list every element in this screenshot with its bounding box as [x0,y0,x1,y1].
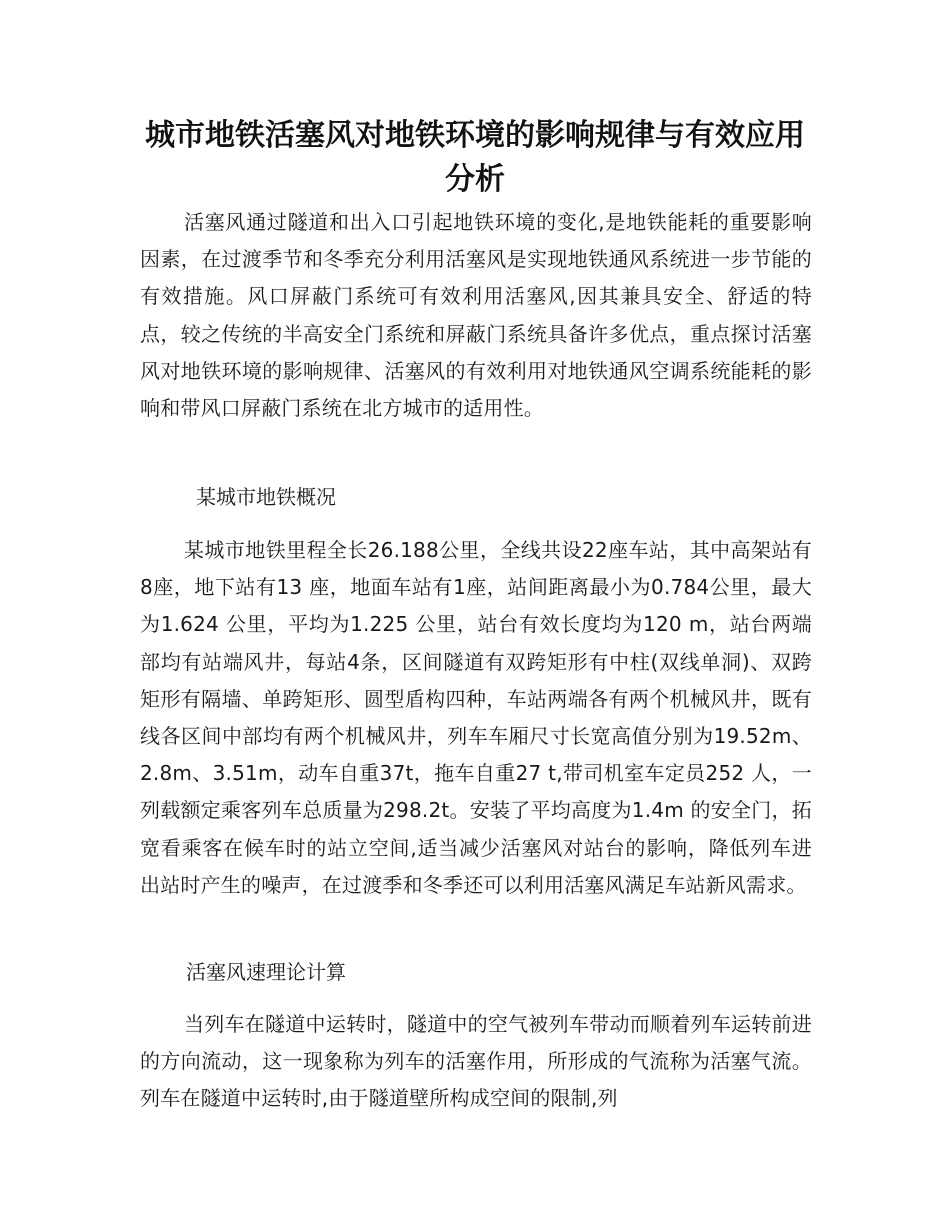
paragraph-calculation: 当列车在隧道中运转时，隧道中的空气被列车带动而顺着列车运转前进的方向流动，这一现象称为列车的活塞作用，所形成的气流称为活塞气流。列车在隧道中运转时,由于隧道壁所构成空间的限制,列 [140,1012,812,1111]
document-title: 城市地铁活塞风对地铁环境的影响规律与有效应用分析 [145,118,805,197]
section-heading-calculation: 活塞风速理论计算 [186,960,346,984]
section-heading-overview: 某城市地铁概况 [196,485,336,509]
paragraph-intro: 活塞风通过隧道和出入口引起地铁环境的变化,是地铁能耗的重要影响因素，在过渡季节和冬季充分利用活塞风是实现地铁通风系统进一步节能的有效措施。风口屏蔽门系统可有效利用活塞风,因其兼具安全、舒适的特点，较之传统的半高安全门系统和屏蔽门系统具备许多优点，重点探讨活塞风对地铁环境的影响规律、活塞风的有效利用对地铁通风空调系统能耗的影响和带风口屏蔽门系统在北方城市的适用性。 [140,210,812,421]
paragraph-overview: 某城市地铁里程全长26.188公里，全线共设22座车站，其中高架站有8座，地下站有13 座，地面车站有1座，站间距离最小为0.784公里，最大为1.624 公里，平均为1.225 公里，站台有效长度均为120 m，站台两端部均有站端风井，每站4条，区间隧道有双跨矩形有中柱(双线单洞)、双跨矩形有隔墙、单跨矩形、圆型盾构四种，车站两端各有两个机械风井，既有线各区间中部均有两个机械风井，列车车厢尺寸长宽高值分别为19.52m、2.8m、3.51m，动车自重37t，拖车自重27 t,带司机室车定员252 人，一列载额定乘客列车总质量为298.2t。安装了平均高度为1.4m 的安全门，拓宽看乘客在候车时的站立空间,适当减少活塞风对站台的影响，降低列车进出站时产生的噪声，在过渡季和冬季还可以利用活塞风满足车站新风需求。 [140,538,812,897]
